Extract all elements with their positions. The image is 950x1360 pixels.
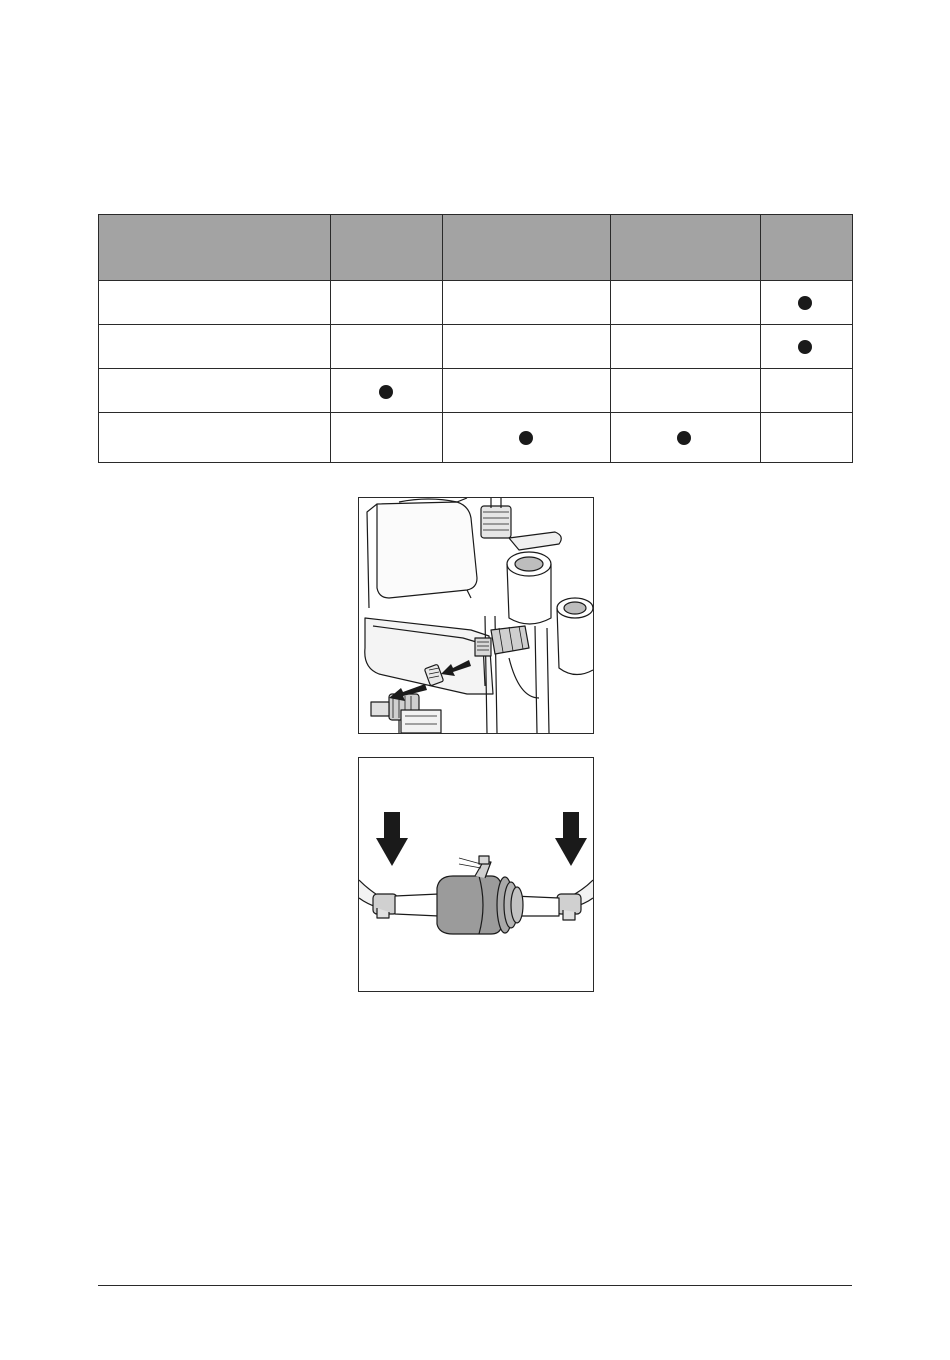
marker-dot-icon <box>798 296 812 310</box>
table-cell <box>331 281 443 325</box>
table-cell <box>761 281 853 325</box>
header-cell <box>99 215 331 281</box>
header-cell <box>611 215 761 281</box>
table-cell <box>331 369 443 413</box>
table-cell <box>611 369 761 413</box>
table-cell <box>99 369 331 413</box>
maintenance-table <box>98 214 853 463</box>
down-arrow-icon <box>555 812 587 866</box>
table-cell <box>761 369 853 413</box>
table-cell <box>443 325 611 369</box>
marker-dot-icon <box>379 385 393 399</box>
filter-removal-drawing <box>359 498 593 733</box>
table-row <box>99 281 853 325</box>
marker-dot-icon <box>677 431 691 445</box>
marker-dot-icon <box>798 340 812 354</box>
marker-dot-icon <box>519 431 533 445</box>
header-cell <box>331 215 443 281</box>
table-cell <box>761 413 853 463</box>
table-cell <box>331 413 443 463</box>
table-row <box>99 369 853 413</box>
down-arrow-icon <box>376 812 408 866</box>
table-cell <box>443 281 611 325</box>
table-cell <box>761 325 853 369</box>
table-cell <box>443 413 611 463</box>
footer-divider <box>98 1285 852 1286</box>
header-cell <box>761 215 853 281</box>
table-cell <box>99 413 331 463</box>
header-cell <box>443 215 611 281</box>
hose-filter-illustration <box>358 757 594 992</box>
table-row <box>99 413 853 463</box>
table-header-row <box>99 215 853 281</box>
table-row <box>99 325 853 369</box>
filter-removal-illustration <box>358 497 594 734</box>
table-cell <box>611 413 761 463</box>
table-cell <box>611 281 761 325</box>
hose-filter-drawing <box>359 758 593 991</box>
table-cell <box>331 325 443 369</box>
table-cell <box>99 281 331 325</box>
table-cell <box>443 369 611 413</box>
table-cell <box>611 325 761 369</box>
table-cell <box>99 325 331 369</box>
